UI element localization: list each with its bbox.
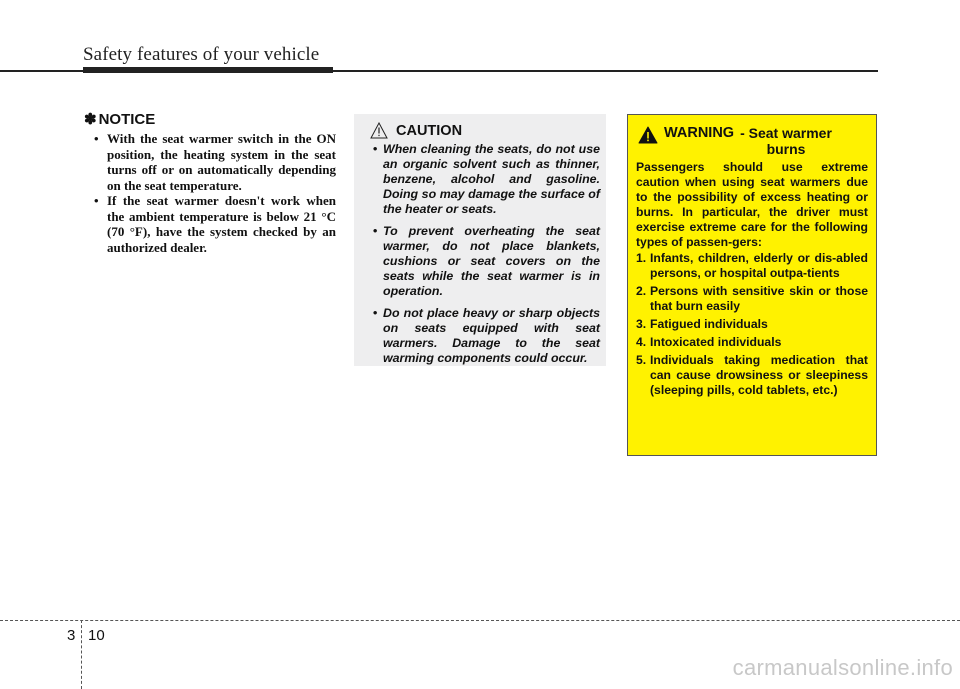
warning-triangle-icon	[638, 126, 658, 144]
page-number: 10	[88, 627, 105, 644]
footer-divider	[81, 620, 82, 689]
notice-star-icon: ✽	[84, 111, 97, 128]
watermark: carmanualsonline.info	[732, 655, 953, 680]
warning-item-text: Persons with sensitive skin or those that burn easily	[650, 284, 868, 313]
notice-title-text: NOTICE	[98, 110, 156, 128]
bullet-icon: •	[94, 193, 99, 208]
warning-subtitle	[740, 125, 832, 157]
section-number: 3	[67, 627, 76, 644]
notice-item-text: With the seat warmer switch in the ON position, the heating system in the seat turns off or on automatically depending on the seat temperature.	[107, 131, 336, 193]
warning-item-number: 4.	[636, 335, 647, 349]
warning-subtitle-line: burns	[766, 141, 806, 157]
warning-item-number: 3.	[636, 317, 647, 331]
caution-item	[370, 306, 600, 366]
caution-item-text: Do not place heavy or sharp objects on seats equipped with seat warmers. Damage to the seat warming components could occur.	[383, 306, 600, 365]
warning-item-number: 2.	[636, 284, 647, 298]
caution-item-text: When cleaning the seats, do not use an organic solvent such as thinner, benzene, alcohol and gasoline. Doing so may damage the surface of the heater or seats.	[383, 142, 600, 216]
caution-title-text: CAUTION	[396, 122, 463, 139]
warning-box	[627, 114, 877, 456]
caution-item	[370, 142, 600, 217]
warning-item-number: 5.	[636, 353, 647, 367]
warning-item	[636, 284, 868, 314]
warning-item-text: Fatigued individuals	[650, 317, 768, 331]
warning-intro: Passengers should use extreme caution when using seat warmers due to the possibility of excess heating or burns. In particular, the driver must exercise extreme care for the following types of passen-gers:	[636, 160, 868, 249]
notice-section	[84, 110, 336, 255]
page-header-title: Safety features of your vehicle	[83, 44, 320, 65]
bullet-icon: •	[373, 142, 378, 156]
warning-item	[636, 317, 868, 332]
notice-item	[84, 131, 336, 193]
warning-item-number: 1.	[636, 251, 647, 265]
warning-subtitle-line: - Seat warmer	[740, 125, 832, 141]
caution-list	[370, 142, 600, 366]
notice-title	[84, 110, 336, 128]
caution-triangle-icon	[370, 122, 388, 139]
warning-list	[636, 251, 868, 398]
notice-item-text: If the seat warmer doesn't work when the ambient temperature is below 21 °C (70 °F), have the system checked by an authorized dealer.	[107, 193, 336, 255]
warning-header	[636, 125, 868, 157]
caution-item-text: To prevent overheating the seat warmer, do not place blankets, cushions or seat covers on the seats while the seat warmer is in operation.	[383, 224, 600, 298]
caution-title	[370, 122, 600, 139]
bullet-icon: •	[373, 224, 378, 238]
bullet-icon: •	[94, 131, 99, 146]
warning-item-text: Individuals taking medication that can cause drowsiness or sleepiness (sleeping pills, cold tablets, etc.)	[650, 353, 868, 397]
caution-box	[354, 114, 606, 366]
warning-label: WARNING	[664, 125, 735, 141]
warning-item-text: Intoxicated individuals	[650, 335, 782, 349]
bullet-icon: •	[373, 306, 378, 320]
footer-rule	[0, 620, 960, 622]
warning-item	[636, 251, 868, 281]
notice-list	[84, 131, 336, 255]
warning-item	[636, 335, 868, 350]
warning-item-text: Infants, children, elderly or dis-abled persons, or hospital outpa-tients	[650, 251, 868, 280]
header-accent-bar	[83, 67, 333, 73]
notice-item	[84, 193, 336, 255]
warning-item	[636, 353, 868, 398]
caution-item	[370, 224, 600, 299]
